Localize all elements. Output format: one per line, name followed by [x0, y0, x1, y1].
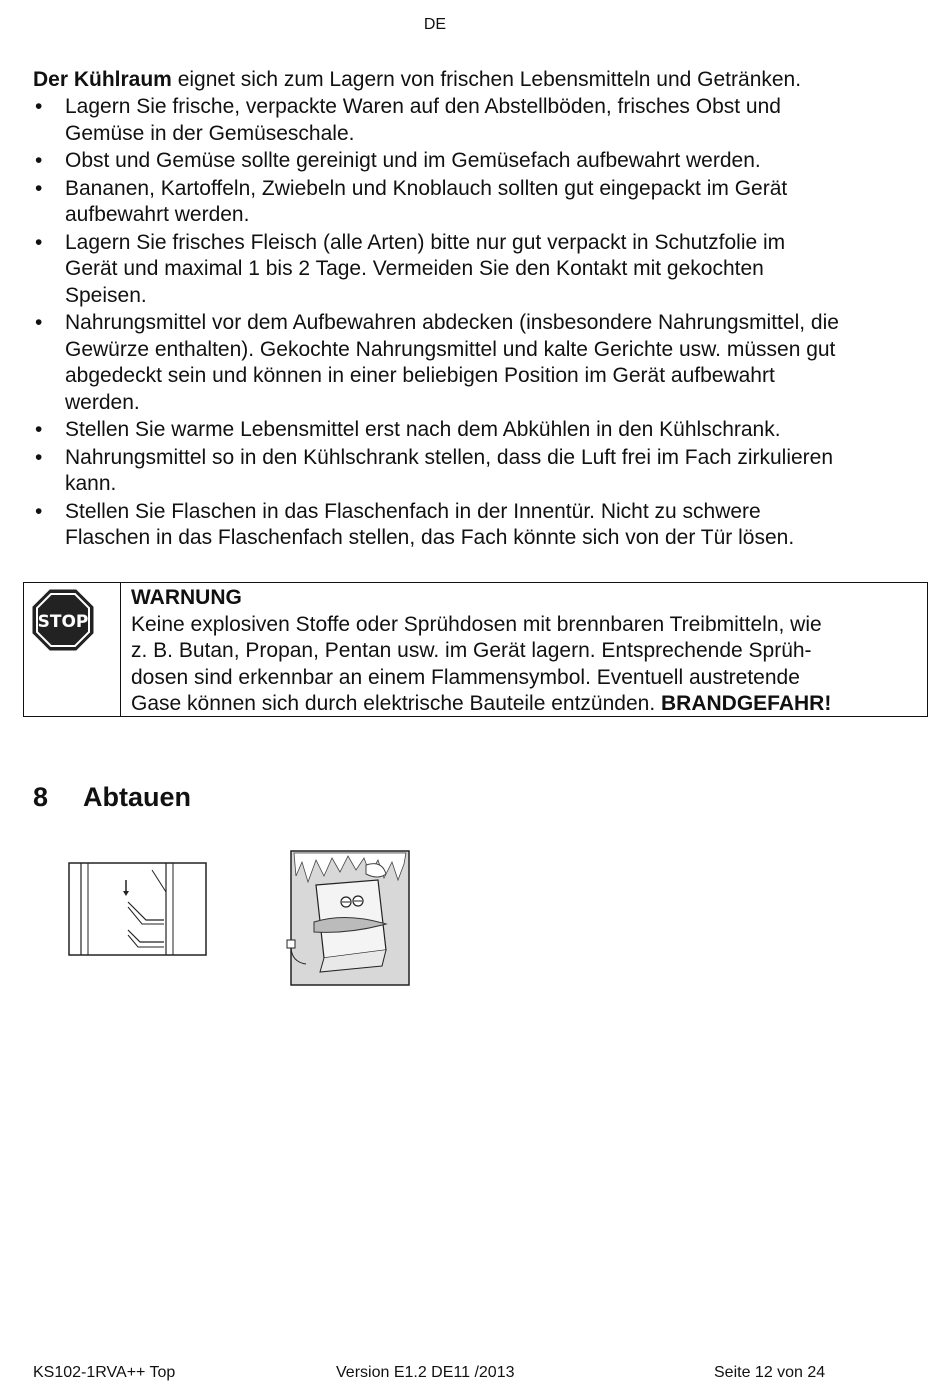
intro-text: eignet sich zum Lagern von frischen Lebensmitteln und Getränken. [171, 68, 802, 91]
warning-line-text: Gase können sich durch elektrische Bauteile entzünden. [131, 692, 661, 715]
bullet-line: Gerät und maximal 1 bis 2 Tage. Vermeiden Sie den Kontakt mit gekochten [65, 257, 764, 280]
warning-box [23, 582, 928, 717]
warning-line-last [131, 691, 921, 718]
bullet-icon: • [35, 311, 43, 334]
bullet-line: Speisen. [65, 283, 147, 307]
bullet-line: Obst und Gemüse sollte gereinigt und im Gemüsefach aufbewahrt werden. [65, 149, 761, 172]
section-title: Abtauen [83, 782, 191, 812]
warning-divider [120, 583, 121, 716]
stop-sign-icon [32, 589, 94, 651]
bullet-line: Stellen Sie warme Lebensmittel erst nach dem Abkühlen in den Kühlschrank. [65, 418, 781, 441]
bullet-item [33, 230, 933, 310]
bullet-line: Stellen Sie Flaschen in das Flaschenfach in der Innentür. Nicht zu schwere [65, 499, 761, 523]
bullet-line: Lagern Sie frische, verpackte Waren auf den Abstellböden, frisches Obst und [65, 95, 781, 118]
refrigerator-interior-icon [68, 862, 208, 957]
warning-line: z. B. Butan, Propan, Pentan usw. im Gerät lagern. Entsprechende Sprüh- [131, 639, 812, 662]
section-number: 8 [33, 782, 49, 812]
bullet-icon: • [35, 445, 43, 469]
bullet-line: kann. [65, 472, 117, 495]
bullet-line: Bananen, Kartoffeln, Zwiebeln und Knoblauch sollten gut eingepackt im Gerät [65, 176, 788, 200]
bullet-item [33, 445, 933, 498]
bullet-item [33, 499, 933, 552]
bullet-item [33, 176, 933, 229]
bullet-icon: • [35, 230, 43, 254]
language-label: DE [423, 16, 447, 33]
bullet-item [33, 310, 933, 416]
bullet-line: Gemüse in der Gemüseschale. [65, 121, 355, 145]
bullet-item [33, 94, 933, 147]
bullet-item [33, 417, 933, 444]
bullet-list [33, 94, 933, 553]
bullet-item [33, 148, 933, 175]
intro-paragraph [33, 66, 801, 93]
bullet-icon: • [35, 499, 43, 523]
bullet-line: werden. [65, 390, 140, 414]
bullet-line: Gewürze enthalten). Gekochte Nahrungsmittel und kalte Gerichte usw. müssen gut [65, 337, 836, 361]
warning-line: Keine explosiven Stoffe oder Sprühdosen mit brennbaren Treibmitteln, wie [131, 612, 822, 636]
section-heading [33, 782, 191, 813]
warning-heading: WARNUNG [131, 586, 242, 609]
bullet-icon: • [35, 418, 43, 441]
bullet-line: Lagern Sie frisches Fleisch (alle Arten) bitte nur gut verpackt in Schutzfolie im [65, 230, 786, 254]
bullet-icon: • [35, 149, 43, 172]
warning-emphasis: BRANDGEFAHR! [661, 692, 832, 715]
bullet-line: Nahrungsmittel vor dem Aufbewahren abdecken (insbesondere Nahrungsmittel, die [65, 311, 839, 334]
footer-model: KS102-1RVA++ Top [33, 1364, 176, 1381]
intro-bold-term: Der Kühlraum [33, 68, 172, 91]
bullet-icon: • [35, 95, 43, 118]
warning-text [131, 585, 921, 718]
bullet-icon: • [35, 176, 43, 200]
frozen-refrigerator-icon [286, 850, 411, 987]
bullet-line: Nahrungsmittel so in den Kühlschrank stellen, dass die Luft frei im Fach zirkulieren [65, 445, 834, 469]
warning-line: dosen sind erkennbar an einem Flammensymbol. Eventuell austretende [131, 665, 800, 689]
bullet-line: Flaschen in das Flaschenfach stellen, das Fach könnte sich von der Tür lösen. [65, 526, 795, 549]
footer-page: Seite 12 von 24 [714, 1364, 826, 1381]
bullet-line: abgedeckt sein und können in einer beliebigen Position im Gerät aufbewahrt [65, 364, 775, 387]
footer-version: Version E1.2 DE11 /2013 [336, 1364, 515, 1381]
bullet-line: aufbewahrt werden. [65, 203, 250, 226]
stop-sign-text: STOP [37, 612, 89, 632]
